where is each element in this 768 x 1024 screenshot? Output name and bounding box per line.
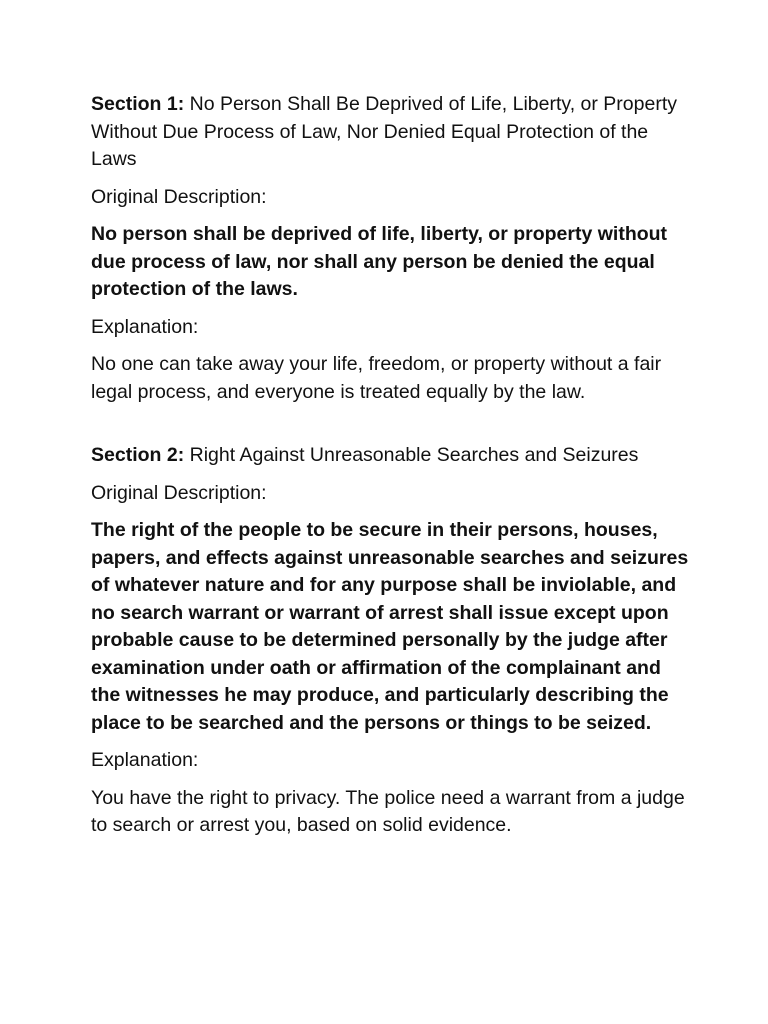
explanation-text: No one can take away your life, freedom, or property without a fair legal process, and everyone is treated equally by the law. xyxy=(91,353,662,403)
section-title: No Person Shall Be Deprived of Life, Liberty, or Property Without Due Process of Law, Nor Denied Equal Protection of the Laws xyxy=(91,93,677,170)
section-heading xyxy=(91,91,691,174)
explanation-text: You have the right to privacy. The police need a warrant from a judge to search or arrest you, based on solid evidence. xyxy=(91,786,685,836)
section-label: Section 1: xyxy=(91,93,185,115)
section-label: Section 2: xyxy=(91,444,185,466)
explanation-heading: Explanation: xyxy=(91,749,199,771)
section-2 xyxy=(91,442,691,840)
original-description-text: No person shall be deprived of life, liberty, or property without due process of law, nor shall any person be denied the equal protection of the laws. xyxy=(91,223,668,300)
section-title: Right Against Unreasonable Searches and Seizures xyxy=(189,444,639,466)
explanation-heading: Explanation: xyxy=(91,315,199,338)
section-heading xyxy=(91,442,691,470)
original-description-heading: Original Description: xyxy=(91,185,267,208)
original-description-heading: Original Description: xyxy=(91,481,267,504)
section-1 xyxy=(91,91,691,406)
original-description-text: The right of the people to be secure in their persons, houses, papers, and effects against unreasonable searches and seizures of whatever nature and for any purpose shall be inviolable, and no search warrant or warrant of arrest shall issue except upon probable cause to be determined personally by the judge after examination under oath or affirmation of the complainant and the witnesses he may produce, and particularly describing the place to be searched and the persons or things to be seized. xyxy=(91,519,689,734)
document-page xyxy=(91,91,691,850)
